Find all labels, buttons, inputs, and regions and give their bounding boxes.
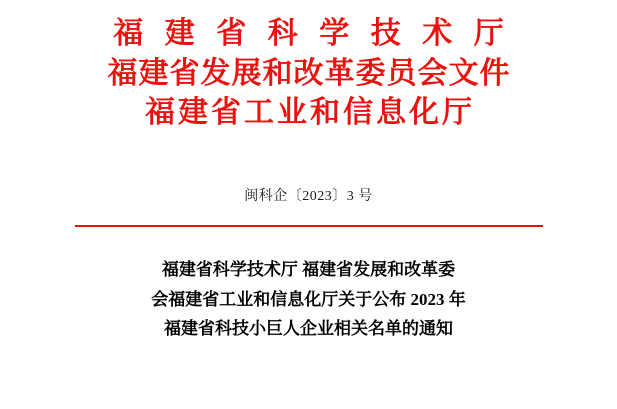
document-masthead <box>0 0 617 133</box>
masthead-line-1: 福 建 省 科 学 技 术 厅 <box>113 17 511 50</box>
document-title <box>0 255 617 344</box>
masthead-line-2: 福建省发展和改革委员会文件 <box>107 56 511 90</box>
red-divider-rule <box>75 225 543 227</box>
document-title-line-2: 会福建省工业和信息化厅关于公布 2023 年 <box>151 289 466 309</box>
document-title-line-1: 福建省科学技术厅 福建省发展和改革委 <box>161 259 456 279</box>
masthead-line-3: 福建省工业和信息化厅 <box>145 96 475 130</box>
document-number: 闽科企〔2023〕3 号 <box>244 188 373 204</box>
document-title-line-3: 福建省科技小巨人企业相关名单的通知 <box>164 319 453 339</box>
